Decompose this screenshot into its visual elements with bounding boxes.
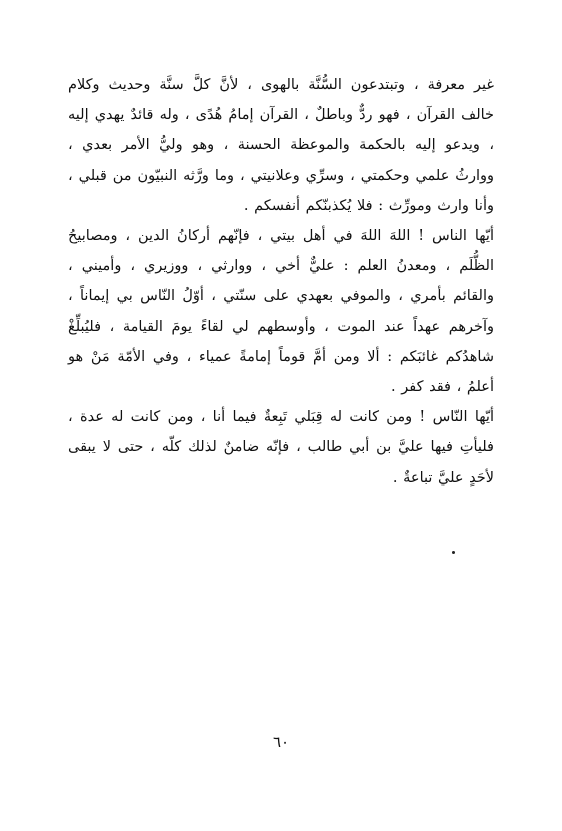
body-text	[68, 70, 494, 493]
paragraph-1: غير معرفة ، وتبتدعون السُّنَّة بالهوى ، لأنَّ كلَّ سنَّة وحديث وكلام خالف القرآن ، فهو ردٌّ وباطلٌ ، القرآن إمامُ هُدًى ، وله قائدٌ يهدي إليه ، ويدعو إليه بالحكمة والموعظة الحسنة ، وهو وليُّ الأمر بعدي ، ووارثُ علمي وحكمتي ، وسرِّي وعلانيتي ، وما ورَّثه النبيّون من قبلي ، وأنا وارث ومورِّث : فلا يُكذبنّكم أنفسكم .	[68, 77, 494, 214]
stray-dot-mark	[452, 551, 455, 554]
page-number: ٦٠	[272, 733, 290, 751]
paragraph-3: أيّها النّاس ! ومن كانت له قِبَلي تَبِعةٌ فيما أنا ، ومن كانت له عدة ، فليأتِ فيها عليَّ بن أبي طالب ، فإنّه ضامنٌ لذلك كلّه ، حتى لا يبقى لأحَدٍ عليَّ تباعةٌ .	[68, 409, 494, 486]
paragraph-2: أيّها الناس ! اللهَ اللهَ في أهل بيتي ، فإنّهم أركانُ الدين ، ومصابيحُ الظُّلَم ، ومعدنُ العلم : عليٌّ أخي ، ووارثي ، ووزيري ، وأميني ، والقائم بأمري ، والموفي بعهدي على سنّتي ، أوّلُ النّاس بي إيماناً ، وآخرهم عهداً عند الموت ، وأوسطهم لي لقاءً يومَ القيامة ، فليُبلِّغْ شاهدُكم غائبَكم : ألا ومن أمَّ قوماً إمامةً عمياء ، وفي الأمّة مَنْ هو أعلمُ ، فقد كفر .	[68, 228, 494, 396]
